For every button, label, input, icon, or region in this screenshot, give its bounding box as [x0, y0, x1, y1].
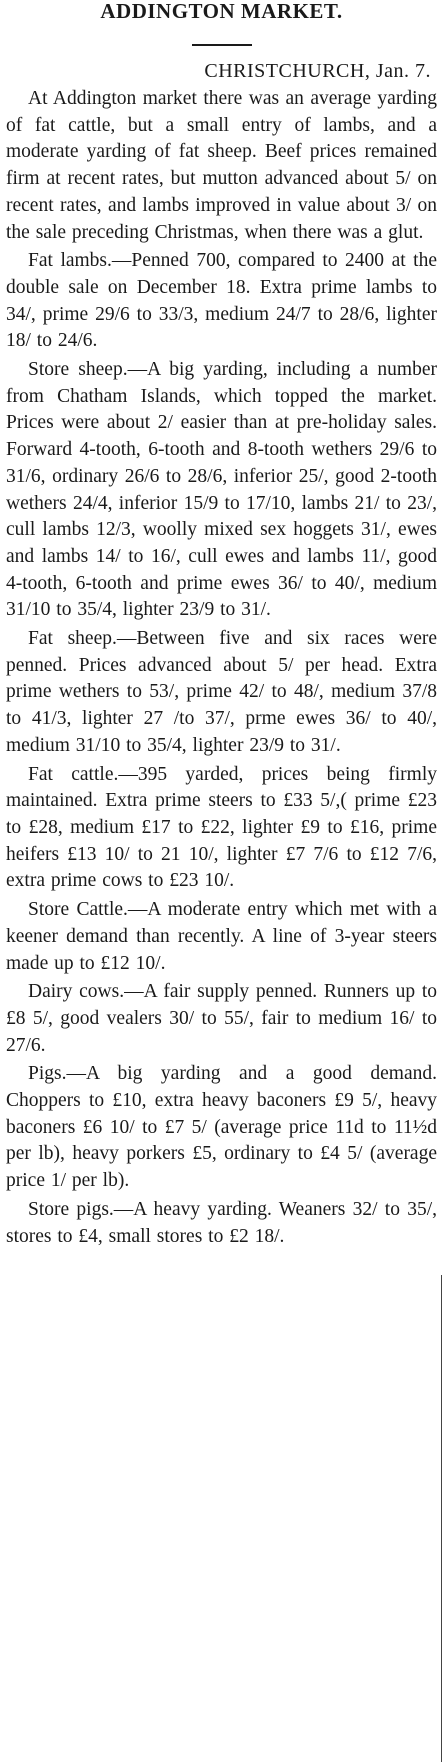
column-divider [441, 1275, 442, 1762]
paragraph-fat-lambs: Fat lambs.—Penned 700, compared to 2400 at the double sale on December 18. Extra prime lambs to 34/, prime 29/6 to 33/3, medium 24/7 to 28/6, lighter 18/ to 24/6. [6, 250, 437, 352]
paragraph-store-pigs: Store pigs.—A heavy yarding. Weaners 32/ to 35/, stores to £4, small stores to £2 18/. [6, 1198, 437, 1247]
paragraph-store-cattle: Store Cattle.—A moderate entry which met with a keener demand than recently. A line of 3-year steers made up to £12 10/. [6, 899, 437, 974]
paragraph-fat-cattle: Fat cattle.—395 yarded, prices being firmly maintained. Extra prime steers to £33 5/,( prime £23 to £28, medium £17 to £22, lighter £9 to £16, prime heifers £13 10/ to 21 10/, lighter £7 7/6 to £12 7/6, extra prime cows to £23 10/. [6, 763, 437, 892]
article-headline: ADDINGTON MARKET. [100, 0, 343, 23]
paragraph-store-sheep: Store sheep.—A big yarding, including a number from Chatham Islands, which topped the market. Prices were about 2/ easier than at pre-holiday sales. Forward 4-tooth, 6-tooth and 8-tooth wethers 29/6 to 31/6, ordinary 26/6 to 28/6, inferior 25/, good 2-tooth wethers 24/4, inferior 15/9 to 17/10, lambs 21/ to 23/, cull lambs 12/3, woolly mixed sex hoggets 31/, ewes and lambs 14/ to 16/, cull ewes and lambs 11/, good 4-tooth, 6-tooth and prime ewes 36/ to 40/, medium 31/10 to 35/4, lighter 23/9 to 31/. [6, 359, 437, 621]
paragraph-intro: At Addington market there was an average yarding of fat cattle, but a small entry of lambs, and a moderate yarding of fat sheep. Beef prices remained firm at recent rates, but mutton advanced about 5/ on recent rates, and lambs improved in value about 3/ on the sale preceding Christmas, when there was a glut. [6, 88, 437, 243]
paragraph-fat-sheep: Fat sheep.—Between five and six races were penned. Prices advanced about 5/ per head. Extra prime wethers to 53/, prime 42/ to 48/, medium 37/8 to 41/3, lighter 27 /to 37/, prme ewes 36/ to 40/, medium 31/10 to 35/4, lighter 23/9 to 31/. [6, 628, 437, 756]
paragraph-dairy-cows: Dairy cows.—A fair supply penned. Runners up to £8 5/, good vealers 30/ to 55/, fair to medium 16/ to 27/6. [6, 981, 437, 1056]
headline-divider [192, 44, 252, 46]
paragraph-pigs: Pigs.—A big yarding and a good demand. Choppers to £10, extra heavy baconers £9 5/, heavy baconers £6 10/ to £7 5/ (average price 11d to 11½d per lb), heavy porkers £5, ordinary to £4 5/ (average price 1/ per lb). [6, 1063, 437, 1192]
article-dateline: CHRISTCHURCH, Jan. 7. [204, 60, 431, 82]
